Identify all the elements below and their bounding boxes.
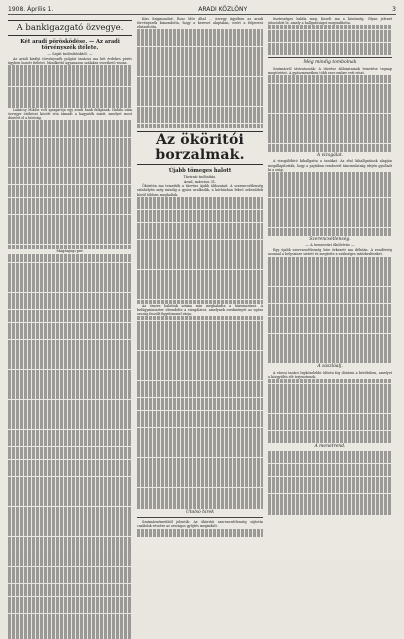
page-number: 3 <box>392 6 396 13</box>
section-subhead: A vizsgálat. <box>316 152 344 158</box>
article-paragraph: Egy újabb szerencsétlenség híre érkezett ma délután. A rendőrség azonnal a helyszínre sietett és megtette a szükséges intézkedéseket. <box>268 248 392 257</box>
section-subhead: — A temesvári ökölvívás — <box>305 243 355 248</box>
article-paragraph: Ököritón ma temették a tűzvész újabb áldozatait. A szerencsétlenség színhelyén még mindig a gyász uralkodik, a kórházban fekvő sebesültek közül többen meghaltak. <box>137 184 263 197</box>
section-subhead: A menetrend. <box>314 444 346 450</box>
article-paragraph: tisztességes halála meg. Kezelt ma a közönség. Olyan jelenet játszódott le, amely a hallgatóságot megindította. <box>268 17 392 26</box>
newspaper-name: ARADI KÖZLÖNY <box>198 6 248 13</box>
article-byline-note: Távirati tudósítás. <box>183 174 217 179</box>
article-dateline: Arad, március 31. <box>183 179 217 184</box>
section-subhead: Még mindig tombolnak <box>303 60 357 66</box>
article-paragraph: Szatmárról táviratozzák: A tűzvész áldozatainak temetése tegnap megtörtént. A gyászmenetben több ezer ember vett részt. <box>268 66 392 75</box>
article-paragraph: Az összes halottak száma már meghaladta a háromszázat. A belügyminiszter elrendelte a vizsgálatot, amelynek eredményét az egész ország feszült figyelemmel várja. <box>137 303 263 317</box>
article-paragraph: Az aradi királyi törvényszék polgári tanácsa ma két érdekes pörös ügyben hozott ítéletet. Mindkettő ugyanazon szálakra vezethető vissza. <box>8 56 132 65</box>
article-title-widow: A bankigazgató özvegye. <box>16 23 124 33</box>
column-right <box>268 17 392 639</box>
columns <box>8 17 396 639</box>
section-subhead: A zászlóalj. <box>317 364 343 370</box>
article-subtitle: Két aradi pörösködése. — Az aradi törvényszék ítélete. <box>20 39 120 51</box>
article-paragraph: Kiss Szigmondné, Rosz Mór által ... özvegy ügyében az aradi törvényszék kimondotta, hogy a kereset alaptalan, ezért a felperest elutasította. <box>137 17 263 30</box>
section-subhead: Utolsó hírek <box>185 509 215 515</box>
article-byline: Újabb tömeges halott <box>168 167 232 174</box>
article-note: — Saját tudósítónktól. — <box>47 52 93 56</box>
article-paragraph: A városi tanács legközelebbi ülésén fog dönteni a kérdésben, amelyet a közgyűlés elé terjesztenek. <box>268 370 392 380</box>
article-paragraph: Szatmárnémetiből jelentik: Az ököritói szerencsétlenség sújtotta családok részére az országos gyűjtés megindult. <box>137 520 263 529</box>
article-paragraph: A vizsgálóbíró kihallgatta a tanúkat. Az első kihallgatások alapján megállapították, hogy a pajtában rendezett táncmulatság idején gyulladt ki a zsúp. <box>268 159 392 172</box>
column-left <box>8 17 132 639</box>
article-paragraph: Lukácsy Miklós volt igazgatója egy aradi bank fiókjának. Halála után özvegye örökösei között vita támadt a hagyaték miatt, amelyet most döntött el a bíróság. <box>8 107 132 121</box>
article-title-okorito: Az ököritói borzalmak. <box>137 131 263 165</box>
section-subhead: Magánjogi per. <box>56 249 84 254</box>
section-subhead: Szerencsétlenség. <box>309 236 351 242</box>
column-middle <box>137 17 263 639</box>
issue-date: 1908. Április 1. <box>8 6 54 13</box>
page-header <box>8 6 396 15</box>
